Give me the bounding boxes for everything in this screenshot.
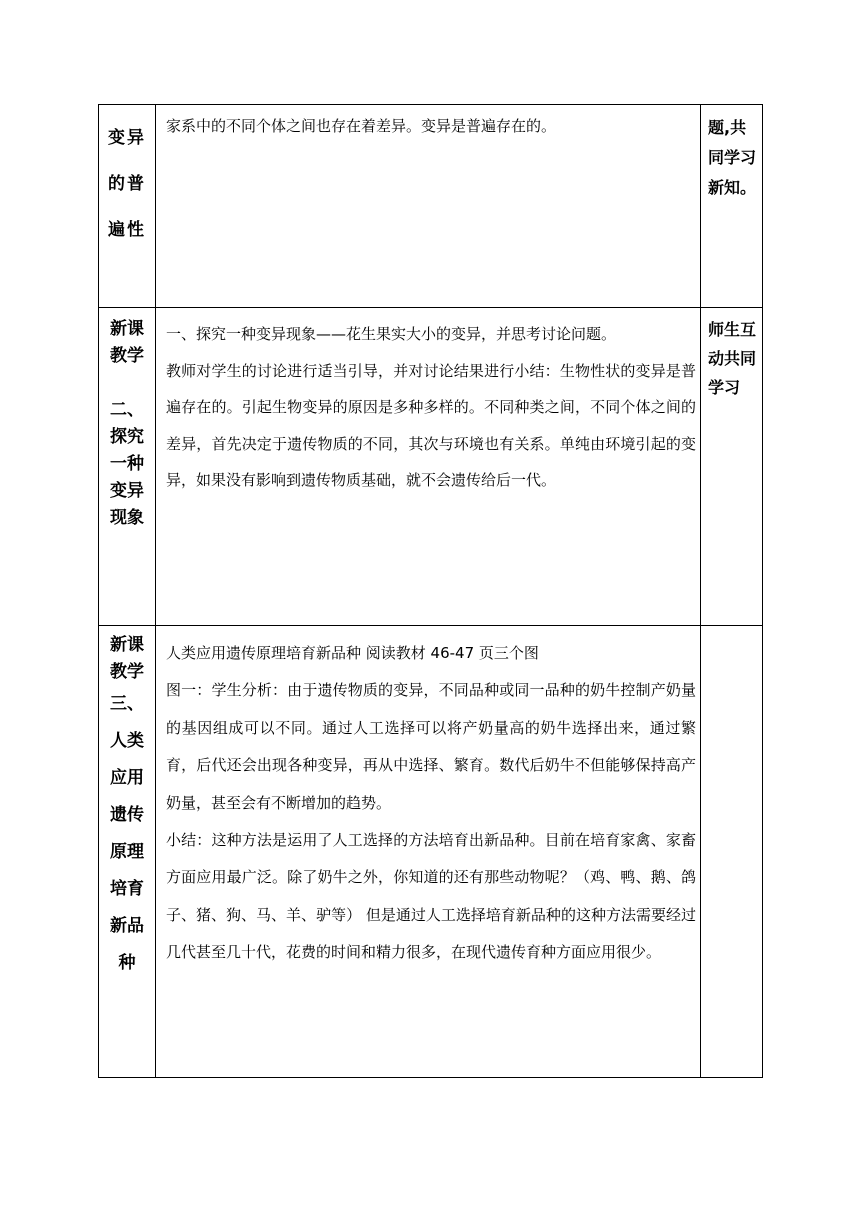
section-label-line: 新课 <box>110 635 144 655</box>
content-paragraph: 小结：这种方法是运用了人工选择的方法培育出新品种。目前在培育家禽、家畜方面应用最广泛。除了奶牛之外，你知道的还有那些动物呢？（鸡、鸭、鹅、鸽子、猪、狗、马、羊、驴等） 但是通过人工选择培育新品种的这种方法需要经过几代甚至几十代，花费的时间和精力很多，在现代遗传育种方面应用很少。 <box>166 831 696 962</box>
section-label-line: 培育 <box>110 879 144 899</box>
section-label-line: 遗传 <box>110 805 144 825</box>
content-paragraph: 图一：学生分析：由于遗传物质的变异，不同品种或同一品种的奶牛控制产奶量的基因组成可以不同。通过人工选择可以将产奶量高的奶牛选择出来，通过繁育，后代还会出现各种变异，再从中选择、繁育。数代后奶牛不但能够保持高产奶量，甚至会有不断增加的趋势。 <box>166 681 696 812</box>
section-label-line: 教学 <box>110 346 144 366</box>
section-content-cell <box>156 626 701 1078</box>
section-content-cell <box>156 308 701 626</box>
section-label-line: 新课 <box>110 319 144 339</box>
section-label-cell <box>99 626 156 1078</box>
section-label-cell <box>99 308 156 626</box>
section-label-line: 新品 <box>110 916 144 936</box>
section-label-line: 的普 <box>108 174 146 194</box>
content-paragraph: 教师对学生的讨论进行适当引导，并对讨论结果进行小结：生物性状的变异是普遍存在的。引起生物变异的原因是多种多样的。不同种类之间，不同个体之间的差异，首先决定于遗传物质的不同，其次与环境也有关系。单纯由环境引起的变异，如果没有影响到遗传物质基础，就不会遗传给后一代。 <box>166 361 696 489</box>
lesson-plan-table <box>98 104 763 1078</box>
section-label-line: 人类 <box>110 731 144 751</box>
section-label-line: 变异 <box>108 128 146 148</box>
section-label-line: 变异 <box>110 481 144 501</box>
section-label-line: 种 <box>118 953 136 973</box>
section-label-cell <box>99 105 156 308</box>
label-spacer <box>99 370 155 397</box>
section-label-line: 一种 <box>110 454 144 474</box>
table-row-breeding-application <box>99 626 763 1078</box>
content-paragraph: 家系中的不同个体之间也存在着差异。变异是普遍存在的。 <box>166 117 557 135</box>
table-row-variation-universality <box>99 105 763 308</box>
section-label-line: 现象 <box>110 508 144 528</box>
section-label-line: 三、 <box>110 694 144 714</box>
section-content-cell <box>156 105 701 308</box>
table-row-explore-variation <box>99 308 763 626</box>
section-label-line: 教学 <box>110 662 144 682</box>
activity-note-cell: 师生互动共同学习 <box>701 308 763 626</box>
section-label-line: 探究 <box>110 427 144 447</box>
section-label-line: 应用 <box>110 768 144 788</box>
section-label-line: 原理 <box>110 842 144 862</box>
section-label-line: 二、 <box>110 400 144 420</box>
activity-note-cell <box>701 626 763 1078</box>
content-paragraph: 一、探究一种变异现象——花生果实大小的变异，并思考讨论问题。 <box>166 325 617 343</box>
section-label-line: 遍性 <box>108 220 146 240</box>
activity-note-cell: 题,共同学习新知。 <box>701 105 763 308</box>
content-paragraph: 人类应用遗传原理培育新品种 阅读教材 46-47 页三个图 <box>166 644 539 662</box>
